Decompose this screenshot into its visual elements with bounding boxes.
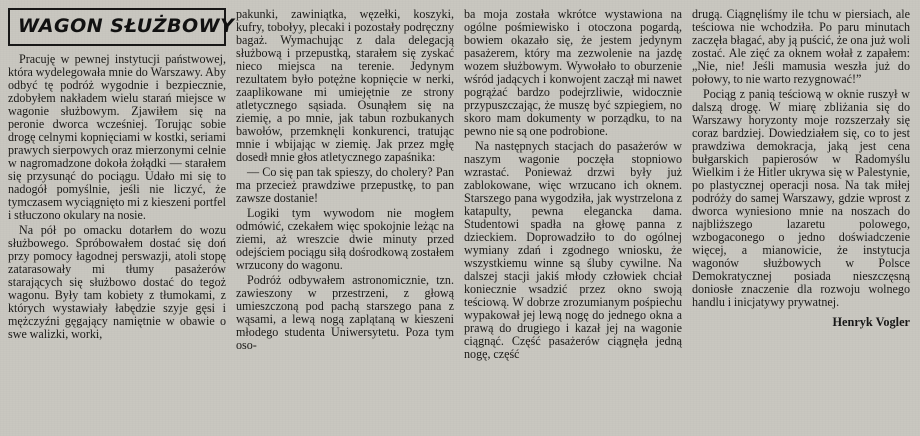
paragraph: ba moja została wkrótce wystawiona na ogólne pośmiewisko i otoczona pogardą, bowiem okazało się, że jestem jedynym pasażerem, który ma zezwolenie na jazdę wozem służbowym. Wywołało to oburzenie wśród jadących i konwojent zaczął mi nawet pogrążać bardzo podejrzliwie, widocznie przypuszczając, że muszę być szpiegiem, no skoro mam dokumenty w porządku, to na pewno nie są one podrobione. [464, 7, 682, 138]
paragraph: — Co się pan tak spieszy, do cholery? Pan ma przecież prawdziwe przepustkę, to pan zawsze dostanie! [236, 165, 454, 205]
column-3 [464, 8, 682, 428]
article-title-box [8, 8, 235, 46]
column-1 [8, 8, 235, 428]
column-4 [692, 8, 910, 428]
article-author: Henryk Vogler [832, 315, 910, 329]
page-title: WAGON SŁUŻBOWY [18, 15, 235, 37]
paragraph: Pracuję w pewnej instytucji państwowej, która wydelegowała mnie do Warszawy. Aby odbyć tę podróż wygodnie i bezpiecznie, zdobyłem nakładem wielu starań miejsce w wagonie służbowym. Zjawiłem się na peronie dworca wcześniej. Torując sobie drogę celnymi kopnięciami w kostki, seriami prawych sierpowych oraz mierzonymi celnie w nagromadzone dokoła żołądki — starałem się przysunąć do pociągu. Udało mi się to nadogół pomyślnie, jeśli nie liczyć, że tymczasem wyciągnięto mi z kieszeni portfel i stłuczono okulary na nosie. [8, 52, 226, 222]
paragraph: Pociąg z panią teściową w oknie ruszył w dalszą drogę. W miarę zbliżania się do Warszawy horyzonty moje rozszerzały się coraz bardziej. Dowiedziałem się, co to jest prawdziwa demokracja, jaką jest cena bułgarskich papierosów w Radomyślu Wielkim i że Hitler ukrywa się w Palestynie, po plastycznej operacji nosa. Na tak miłej podróży do samej Warszawy, gdzie wprost z dworca wyniesiono mnie na noszach do najbliższego lazaretu polowego, wzbogaconego o jedno doświadczenie więcej, a mianowicie, że instytucja wagonów służbowych w Polsce Demokratycznej posiada nieszczęsną doniosłe znaczenie dla rozwoju wolnego handlu i inicjatywy prywatnej. [692, 87, 910, 309]
paragraph: Na następnych stacjach do pasażerów w naszym wagonie poczęła stopniowo wzrastać. Ponieważ drzwi były już zablokowane, więc wrzucano ich oknem. Starszego pana wygodziła, jak wystrzelona z katapulty, pewna elegancka dama. Studentowi spadła na głowę panna z dzieckiem. Doprowadziło to do ogólnej wymiany zdań i zgodnego wniosku, że wszystkiemu winne są śluby cywilne. Na dalszej stacji jakiś młody człowiek chciał koniecznie wsadzić przez okno swoją teściową. W dobrze zrozumianym pośpiechu wypakował jej lewą nogę do jednego okna a prawą do drugiego i kazał jej na wagonie ciągnąć. Część pasażerów ciągnęła jedną nogę, część [464, 139, 682, 361]
article-columns [8, 8, 912, 428]
paragraph: drugą. Ciągnęliśmy ile tchu w piersiach, ale teściowa nie wchodziła. Po paru minutach zaczęła błagać, aby ją puścić, że ona już woli zostać. Ale zięć za oknem wołał z zapałem: „Nie, nie! Jeśli mamusia weszła już do połowy, to nie warto rezygnować!” [692, 7, 910, 86]
paragraph: Podróż odbywałem astronomicznie, tzn. zawieszony w przestrzeni, z głową umieszczoną pod pachą starszego pana z wąsami, a lewą nogą zaplątaną w kieszeni młodego studenta Uniwersytetu. Poza tym oso- [236, 273, 454, 352]
paragraph: Logiki tym wywodom nie mogłem odmówić, czekałem więc spokojnie leżąc na ziemi, aż wreszcie dwie minuty przed odejściem pociągu siłą dośrodkową zostałem wrzucony do wagonu. [236, 206, 454, 272]
paragraph: Na pół po omacku dotarłem do wozu służbowego. Spróbowałem dostać się doń przy pomocy łagodnej perswazji, atoli stopę zatarasowały mi tłumy pasażerów starających się służbowo dostać do tegoż wagonu. Były tam kobiety z tłumokami, z których wystawiały łabędzie szyje gęsi i mężczyźni gęgający namiętnie w obawie o swe walizki, worki, [8, 223, 226, 341]
column-2 [236, 8, 454, 428]
paragraph: pakunki, zawiniątka, węzełki, koszyki, kufry, tobołyy, plecaki i pozostały podręczny bagaż. Wymachując z dala delegacją służbową i przepustką, starałem się zyskać nieco miejsca na terenie. Jedynym rezultatem było potężne kopnięcie w nerki, zaaplikowane mi umiejętnie ze strony atletycznego sąsiada. Osunąłem się na ziemię, a po mnie, jak tabun rozbukanych bawołów, przemknęli konkurenci, tratując mnie i wbijając w ziemię. Jak przez mgłę dosedł mnie głos atletycznego zapaśnika: [236, 7, 454, 164]
